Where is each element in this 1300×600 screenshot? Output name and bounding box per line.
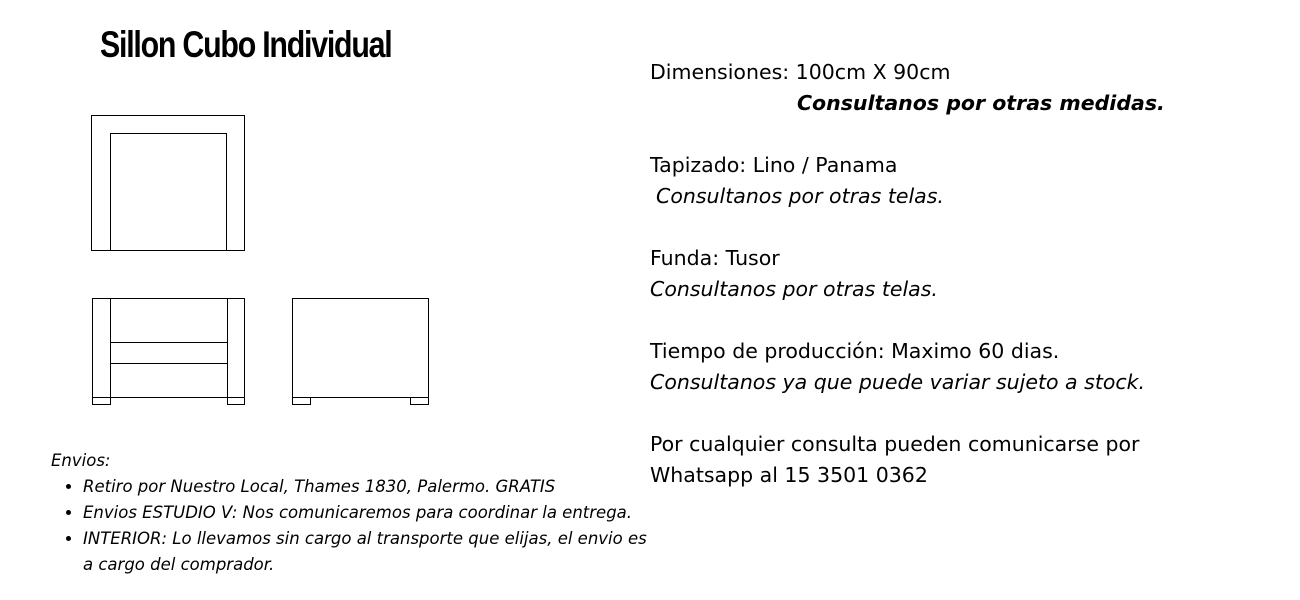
spec-contact <box>650 429 1290 491</box>
cover-note: Consultanos por otras telas. <box>650 277 938 301</box>
dimensions-note: Consultanos por otras medidas. <box>797 91 1165 115</box>
contact-text: Por cualquier consulta pueden comunicarse por Whatsapp al 15 3501 0362 <box>650 432 1140 487</box>
dimensions-label: Dimensiones: 100cm X 90cm <box>650 60 951 84</box>
product-specs <box>650 57 1290 522</box>
production-note: Consultanos ya que puede variar sujeto a stock. <box>650 370 1146 394</box>
upholstery-note: Consultanos por otras telas. <box>656 184 944 208</box>
armchair-front-view <box>93 299 245 405</box>
spec-dimensions <box>650 57 1290 119</box>
armchair-top-view <box>92 116 245 251</box>
shipping-item-pickup: • Retiro por Nuestro Local, Thames 1830, Palermo. GRATIS <box>83 474 651 500</box>
upholstery-label: Tapizado: Lino / Panama <box>650 153 898 177</box>
armchair-technical-drawing <box>0 0 640 420</box>
shipping-item-delivery: • Envios ESTUDIO V: Nos comunicaremos para coordinar la entrega. <box>83 500 651 526</box>
armchair-side-view <box>293 299 429 405</box>
spec-upholstery <box>650 150 1290 212</box>
product-title: Sillon Cubo Individual <box>100 24 392 65</box>
shipping-section <box>51 448 651 578</box>
spec-cover <box>650 243 1290 305</box>
shipping-list <box>51 474 651 578</box>
spec-production <box>650 336 1290 398</box>
cover-label: Funda: Tusor <box>650 246 780 270</box>
shipping-item-interior: • INTERIOR: Lo llevamos sin cargo al transporte que elijas, el envio es a cargo del comprador. <box>83 526 651 578</box>
production-label: Tiempo de producción: Maximo 60 dias. <box>650 339 1060 363</box>
shipping-title: Envios: <box>51 451 111 470</box>
